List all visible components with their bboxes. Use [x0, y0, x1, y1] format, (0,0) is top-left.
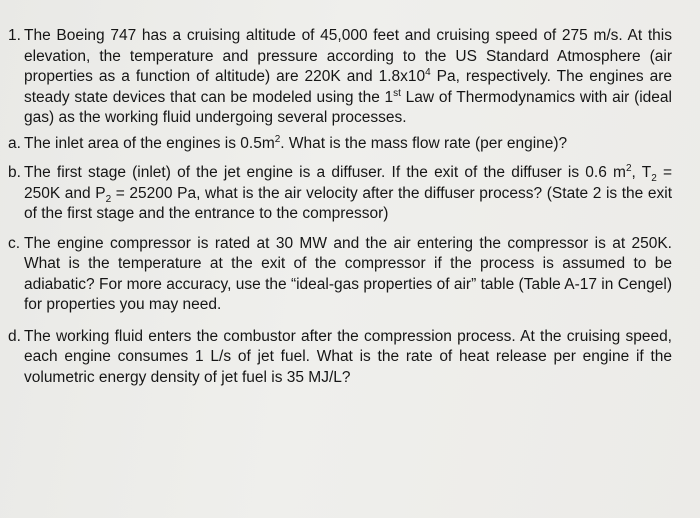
sub-question-d: [8, 327, 672, 389]
problem-statement: [8, 26, 672, 129]
sub-question-text: The inlet area of the engines is $0.5m^2$. What is the mass flow rate (per engine)?: [24, 133, 568, 152]
ordinal-suffix: st: [393, 87, 401, 99]
sub-question-label: b.: [8, 164, 21, 181]
sub-questions: [8, 134, 672, 389]
problem-intro: The Boeing 747 has a cruising altitude of 45,000 feet and cruising speed of 275 m/s. At this elevation, the temperature and pressure according to the US Standard Atmosphere (air properties as a function of altitude) are 220K and $1.8x10^4$ Pa, respectively. The engines are steady state devices that can be modeled using the 1st Law of Thermodynamics with air (ideal gas) as the working fluid undergoing several processes.: [24, 27, 672, 126]
exponent: 4: [425, 66, 431, 78]
sub-question-text: The first stage (inlet) of the jet engine is a diffuser. If the exit of the diffuser is 0.6 $m^2$, $T_2 = 250K$ and $P_2 = 25200$ Pa, what is the air velocity after the diffuser process? (State 2 is the exit of the first stage and the entrance to the compressor): [24, 162, 673, 222]
problem-number: 1.: [8, 27, 21, 44]
sub-question-text: The working fluid enters the combustor after the compression process. At the cruising speed, each engine consumes 1 L/s of jet fuel. What is the rate of heat release per engine if the volumetric energy density of jet fuel is 35 MJ/L?: [24, 327, 672, 386]
sub-question-label: a.: [8, 134, 21, 152]
sub-question-label: c.: [8, 234, 21, 252]
sub-question-text: The engine compressor is rated at 30 MW and the air entering the compressor is at 250K. What is the temperature at the exit of the compressor if the process is assumed to be adiabatic? For more accuracy, use the “ideal-gas properties of air” table (Table A-17 in Cengel) for properties you may need.: [24, 234, 672, 313]
sub-question-a: [8, 134, 672, 155]
sub-question-b: [8, 163, 672, 225]
problem-1: [8, 26, 672, 388]
sub-question-c: [8, 234, 672, 316]
sub-question-label: d.: [8, 327, 21, 345]
